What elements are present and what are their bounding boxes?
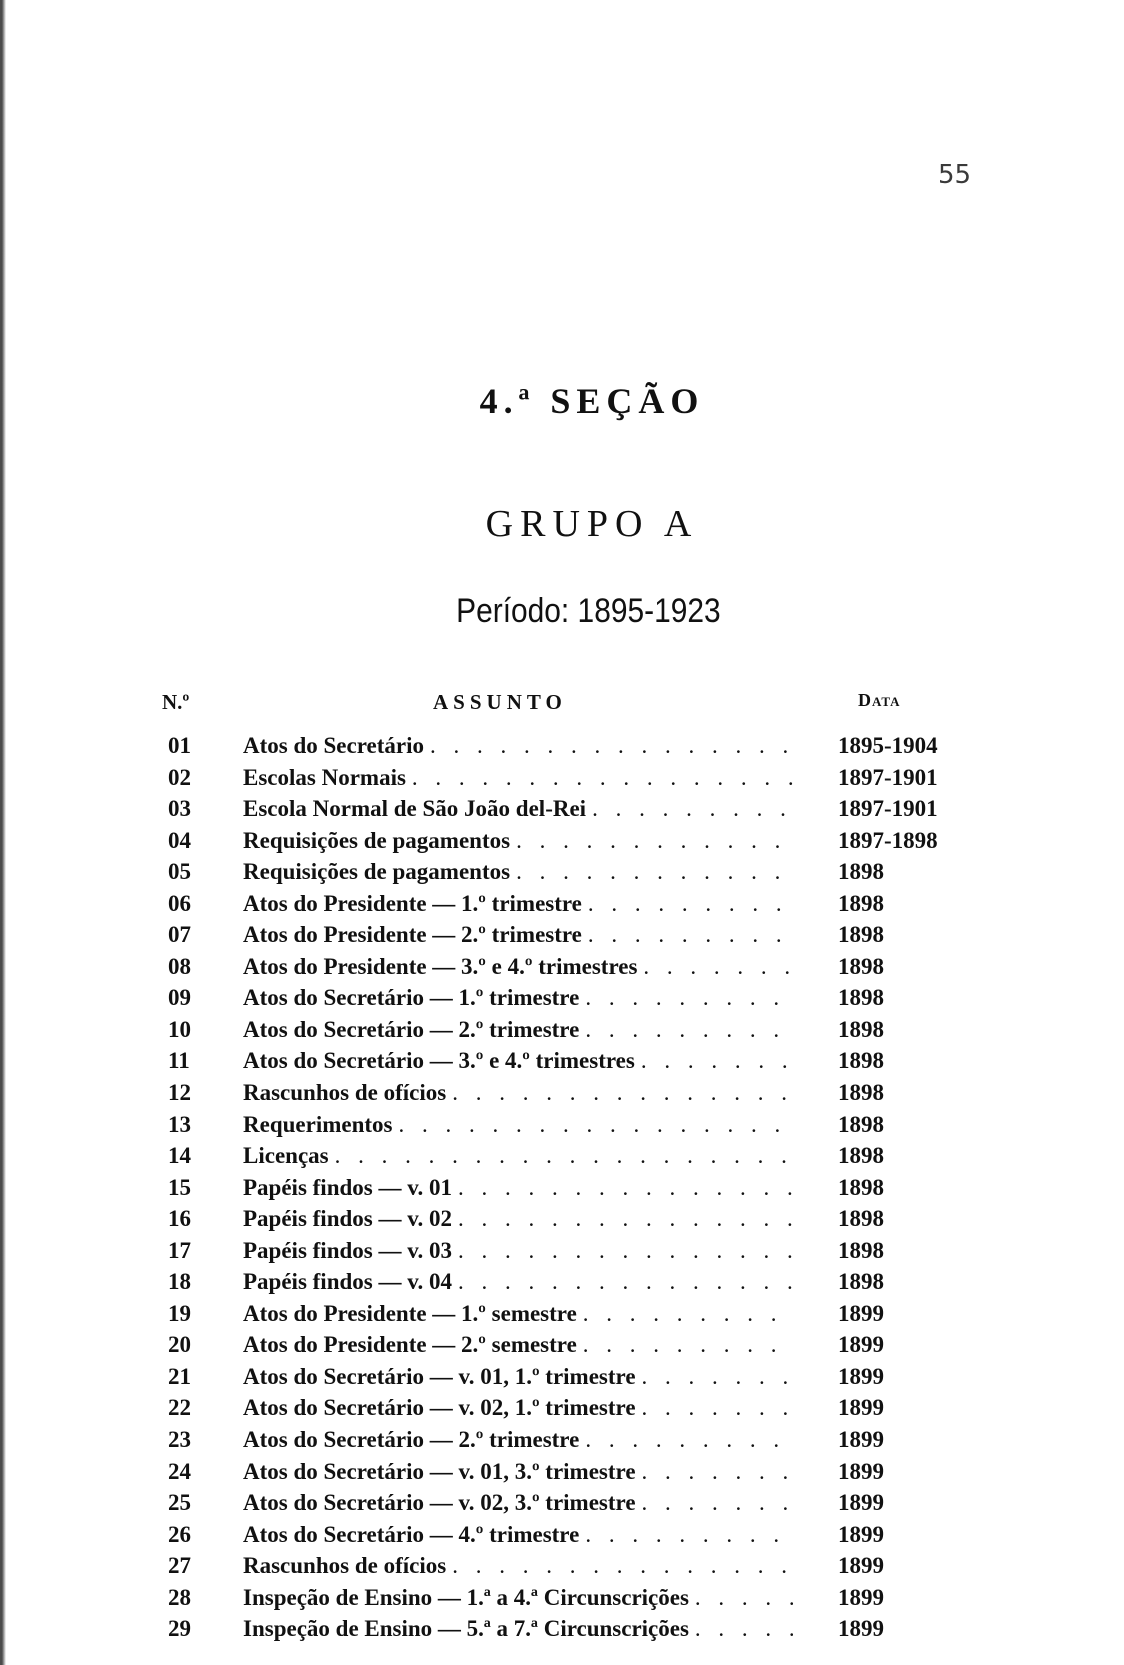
- group-title: GRUPO A: [485, 503, 699, 545]
- table-row: [0, 1332, 1124, 1364]
- row-date: 1898: [838, 1048, 884, 1074]
- row-subject-label: Atos do Secretário — 2.º trimestre: [243, 1427, 580, 1453]
- row-number: 19: [168, 1300, 191, 1326]
- row-date: 1897-1901: [838, 764, 938, 790]
- leader-dots: [636, 1490, 793, 1516]
- row-subject-label: Atos do Secretário — v. 01, 3.º trimestre: [243, 1458, 636, 1484]
- table-row: [0, 733, 1124, 765]
- row-number: 06: [168, 890, 191, 916]
- row-subject: [243, 985, 793, 1011]
- row-subject: [243, 796, 793, 822]
- row-date: 1898: [838, 890, 884, 916]
- leader-dots: [582, 922, 793, 948]
- row-date: 1899: [838, 1584, 884, 1610]
- row-number: 14: [168, 1143, 191, 1169]
- table-row: [0, 859, 1124, 891]
- row-date: 1898: [838, 1269, 884, 1295]
- row-subject: [243, 733, 793, 759]
- row-number: 22: [168, 1395, 191, 1421]
- row-subject-label: Licenças: [243, 1143, 329, 1169]
- table-row: [0, 1017, 1124, 1049]
- row-subject: [243, 1459, 793, 1485]
- row-subject-label: Atos do Secretário — v. 01, 1.º trimestre: [243, 1363, 636, 1389]
- row-subject: [243, 1522, 793, 1548]
- row-subject-label: Papéis findos — v. 02: [243, 1206, 452, 1232]
- row-date: 1898: [838, 1237, 884, 1263]
- row-subject: [243, 922, 793, 948]
- leader-dots: [636, 1395, 793, 1421]
- row-subject-label: Inspeção de Ensino — 1.ª a 4.ª Circunscrições: [243, 1584, 689, 1610]
- row-subject-label: Papéis findos — v. 04: [243, 1269, 452, 1295]
- row-date: 1899: [838, 1458, 884, 1484]
- row-date: 1898: [838, 1174, 884, 1200]
- row-number: 16: [168, 1206, 191, 1232]
- table-row: [0, 828, 1124, 860]
- table-row: [0, 1206, 1124, 1238]
- row-subject-label: Atos do Secretário — 3.º e 4.º trimestres: [243, 1048, 635, 1074]
- leader-dots: [636, 1459, 793, 1485]
- table-row: [0, 1427, 1124, 1459]
- row-number: 12: [168, 1080, 191, 1106]
- row-subject-label: Atos do Secretário: [243, 733, 424, 758]
- row-subject-label: Papéis findos — v. 03: [243, 1237, 452, 1263]
- row-date: 1898: [838, 1080, 884, 1106]
- leader-dots: [689, 1616, 793, 1642]
- row-subject-label: Atos do Secretário — 4.º trimestre: [243, 1521, 580, 1547]
- leader-dots: [579, 985, 793, 1011]
- row-subject-label: Atos do Secretário — v. 02, 3.º trimestre: [243, 1490, 636, 1516]
- table-row: [0, 954, 1124, 986]
- row-number: 05: [168, 859, 191, 885]
- leader-dots: [635, 1048, 793, 1074]
- row-date: 1899: [838, 1553, 884, 1579]
- page-number: 55: [938, 160, 972, 190]
- row-date: 1898: [838, 859, 884, 885]
- row-subject-label: Requisições de pagamentos: [243, 827, 511, 853]
- row-subject-label: Requerimentos: [243, 1111, 393, 1137]
- table-row: [0, 1522, 1124, 1554]
- table-row: [0, 1364, 1124, 1396]
- leader-dots: [329, 1143, 793, 1169]
- leader-dots: [579, 1017, 793, 1043]
- row-subject: [243, 1175, 793, 1201]
- row-subject-label: Atos do Secretário — v. 02, 1.º trimestre: [243, 1395, 636, 1421]
- table-row: [0, 1490, 1124, 1522]
- row-date: 1898: [838, 1143, 884, 1169]
- row-number: 10: [168, 1016, 191, 1042]
- table-row: [0, 1143, 1124, 1175]
- row-number: 27: [168, 1553, 191, 1579]
- row-subject-label: Rascunhos de ofícios: [243, 1080, 447, 1106]
- table-row: [0, 765, 1124, 797]
- leader-dots: [586, 796, 793, 822]
- row-date: 1898: [838, 1111, 884, 1137]
- row-number: 15: [168, 1174, 191, 1200]
- row-subject: [243, 1112, 793, 1138]
- row-subject: [243, 1332, 793, 1358]
- row-subject-label: Inspeção de Ensino — 5.ª a 7.ª Circunscrições: [243, 1616, 689, 1642]
- row-subject-label: Atos do Secretário — 2.º trimestre: [243, 1016, 580, 1042]
- row-subject: [243, 1080, 793, 1106]
- table-row: [0, 985, 1124, 1017]
- header-subject: ASSUNTO: [433, 690, 567, 714]
- table-row: [0, 1238, 1124, 1270]
- row-number: 11: [168, 1048, 190, 1074]
- row-date: 1898: [838, 922, 884, 948]
- leader-dots: [577, 1301, 793, 1327]
- row-subject: [243, 1490, 793, 1516]
- row-number: 25: [168, 1490, 191, 1516]
- row-subject: [243, 859, 793, 885]
- header-number: N.º: [162, 690, 190, 714]
- leader-dots: [452, 1206, 793, 1232]
- row-date: 1898: [838, 1206, 884, 1232]
- leader-dots: [579, 1522, 793, 1548]
- row-number: 21: [168, 1363, 191, 1389]
- leader-dots: [424, 733, 793, 759]
- row-number: 23: [168, 1427, 191, 1453]
- row-number: 09: [168, 985, 191, 1011]
- table-row: [0, 1112, 1124, 1144]
- row-subject-label: Atos do Presidente — 2.º trimestre: [243, 922, 582, 948]
- table-row: [0, 922, 1124, 954]
- row-subject: [243, 1553, 793, 1579]
- leader-dots: [582, 891, 793, 917]
- row-number: 26: [168, 1521, 191, 1547]
- row-subject-label: Requisições de pagamentos: [243, 859, 511, 885]
- row-subject-label: Atos do Presidente — 3.º e 4.º trimestres: [243, 953, 638, 979]
- row-number: 13: [168, 1111, 191, 1137]
- row-subject: [243, 1238, 793, 1264]
- row-subject: [243, 1017, 793, 1043]
- row-number: 04: [168, 827, 191, 853]
- table-row: [0, 1616, 1124, 1648]
- leader-dots: [392, 1112, 793, 1138]
- leader-dots: [452, 1269, 793, 1295]
- table-header: [0, 690, 1124, 720]
- row-number: 29: [168, 1616, 191, 1642]
- row-date: 1898: [838, 953, 884, 979]
- row-date: 1899: [838, 1616, 884, 1642]
- row-subject: [243, 1206, 793, 1232]
- row-date: 1899: [838, 1363, 884, 1389]
- row-subject-label: Escolas Normais: [243, 764, 406, 790]
- row-subject: [243, 1395, 793, 1421]
- table-row: [0, 1175, 1124, 1207]
- table-row: [0, 1080, 1124, 1112]
- row-subject-label: Papéis findos — v. 01: [243, 1174, 452, 1200]
- leader-dots: [689, 1585, 793, 1611]
- table-row: [0, 1585, 1124, 1617]
- row-subject-label: Atos do Presidente — 1.º trimestre: [243, 890, 582, 916]
- leader-dots: [510, 828, 793, 854]
- row-date: 1895-1904: [838, 733, 938, 758]
- leader-dots: [452, 1175, 793, 1201]
- row-subject-label: Atos do Presidente — 2.º semestre: [243, 1332, 577, 1358]
- leader-dots: [446, 1553, 793, 1579]
- row-number: 02: [168, 764, 191, 790]
- row-date: 1899: [838, 1395, 884, 1421]
- row-subject-label: Escola Normal de São João del-Rei: [243, 796, 587, 822]
- leader-dots: [636, 1364, 793, 1390]
- header-date: Data: [858, 690, 901, 710]
- row-date: 1899: [838, 1427, 884, 1453]
- row-number: 18: [168, 1269, 191, 1295]
- row-subject: [243, 765, 793, 791]
- row-subject: [243, 1301, 793, 1327]
- table-row: [0, 1553, 1124, 1585]
- row-number: 28: [168, 1584, 191, 1610]
- leader-dots: [577, 1332, 793, 1358]
- row-subject: [243, 1427, 793, 1453]
- table-row: [0, 1301, 1124, 1333]
- row-subject-label: Atos do Presidente — 1.º semestre: [243, 1300, 577, 1326]
- row-date: 1899: [838, 1332, 884, 1358]
- row-date: 1897-1901: [838, 796, 938, 822]
- row-date: 1897-1898: [838, 827, 938, 853]
- table-body: [0, 733, 1124, 1648]
- row-subject-label: Atos do Secretário — 1.º trimestre: [243, 985, 580, 1011]
- row-date: 1899: [838, 1490, 884, 1516]
- leader-dots: [452, 1238, 793, 1264]
- row-number: 08: [168, 953, 191, 979]
- row-number: 17: [168, 1237, 191, 1263]
- row-subject: [243, 1143, 793, 1169]
- row-subject: [243, 1364, 793, 1390]
- row-date: 1899: [838, 1300, 884, 1326]
- leader-dots: [406, 765, 793, 791]
- table-row: [0, 796, 1124, 828]
- row-subject: [243, 954, 793, 980]
- row-date: 1898: [838, 985, 884, 1011]
- table-row: [0, 1459, 1124, 1491]
- row-number: 01: [168, 733, 191, 758]
- table-row: [0, 1048, 1124, 1080]
- row-date: 1899: [838, 1521, 884, 1547]
- row-subject-label: Rascunhos de ofícios: [243, 1553, 447, 1579]
- leader-dots: [446, 1080, 793, 1106]
- row-date: 1898: [838, 1016, 884, 1042]
- row-subject: [243, 891, 793, 917]
- table-row: [0, 1395, 1124, 1427]
- period-heading: Período: 1895-1923: [456, 592, 721, 630]
- table-row: [0, 1269, 1124, 1301]
- row-number: 20: [168, 1332, 191, 1358]
- row-subject: [243, 1585, 793, 1611]
- row-subject: [243, 828, 793, 854]
- leader-dots: [510, 859, 793, 885]
- row-subject: [243, 1616, 793, 1642]
- row-number: 07: [168, 922, 191, 948]
- row-number: 03: [168, 796, 191, 822]
- leader-dots: [637, 954, 793, 980]
- row-subject: [243, 1048, 793, 1074]
- section-title: 4.ª SEÇÃO: [479, 381, 705, 421]
- table-row: [0, 891, 1124, 923]
- row-subject: [243, 1269, 793, 1295]
- row-number: 24: [168, 1458, 191, 1484]
- leader-dots: [579, 1427, 793, 1453]
